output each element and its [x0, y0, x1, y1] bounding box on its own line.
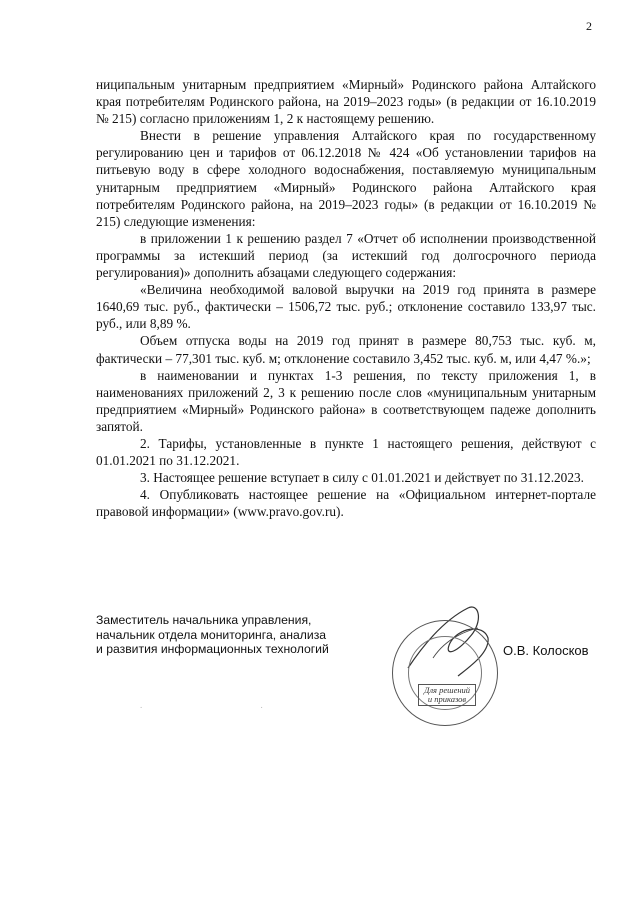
paragraph-item-3: 3. Настоящее решение вступает в силу с 01.01.2021 и действует по 31.12.2023.	[140, 470, 584, 486]
official-stamp	[388, 598, 508, 758]
paragraph-naming-change: в наименовании и пунктах 1-3 решения, по тексту приложения 1, в наименованиях приложений 2, 3 к решению после слов «муниципальным унитарным предприятием «Мирный» Родинского района» в соответствующем падеже дополнить запятой.	[96, 367, 596, 434]
paragraph-item-2: 2. Тарифы, установленные в пункте 1 настоящего решения, действуют с 01.01.2021 по 31.12.2021.	[96, 435, 596, 469]
body-text	[96, 76, 596, 520]
paragraph-continuation: ниципальным унитарным предприятием «Мирный» Родинского района Алтайского края потребителям Родинского района, на 2019–2023 годы» (в редакции от 16.10.2019 № 215) согласно приложениям 1, 2 к настоящему решению.	[96, 77, 596, 127]
signatory-name: О.В. Колосков	[503, 643, 589, 658]
position-line: начальник отдела мониторинга, анализа	[96, 627, 327, 642]
paragraph-water-volume: Объем отпуска воды на 2019 год принят в размере 80,753 тыс. куб. м, фактически – 77,301 тыс. куб. м; отклонение составило 3,452 тыс. куб. м, или 4,47 %.»;	[96, 333, 596, 366]
position-line: Заместитель начальника управления,	[96, 613, 312, 627]
scan-artifact-dots: . .	[140, 700, 321, 710]
page-number: 2	[586, 19, 592, 33]
paragraph-annex-section: в приложении 1 к решению раздел 7 «Отчет об исполнении производственной программы за истекший период (за истекший год долгосрочного периода регулирования)» дополнить абзацами следующего содержания:	[96, 230, 596, 281]
stamp-label: Для решений и приказов	[418, 684, 476, 706]
signatory-position	[96, 613, 329, 657]
position-line: и развития информационных технологий	[96, 642, 329, 656]
paragraph-revenue: «Величина необходимой валовой выручки на 2019 год принята в размере 1640,69 тыс. руб., фактически – 1506,72 тыс. руб.; отклонение составило 133,97 тыс. руб., или 8,89 %.	[96, 282, 596, 332]
paragraph-item-4: 4. Опубликовать настоящее решение на «Официальном интернет-портале правовой информации» (www.pravo.gov.ru).	[96, 487, 596, 520]
paragraph-amendment-intro: Внести в решение управления Алтайского края по государственному регулированию цен и тарифов от 06.12.2018 № 424 «Об установлении тарифов на питьевую воду в сфере холодного водоснабжения, поставляемую муниципальным унитарным предприятием «Мирный» Родинского района Алтайского края потребителям Родинского района, на 2019–2023 годы» (в редакции от 16.10.2019 № 215) следующие изменения:	[96, 128, 596, 229]
